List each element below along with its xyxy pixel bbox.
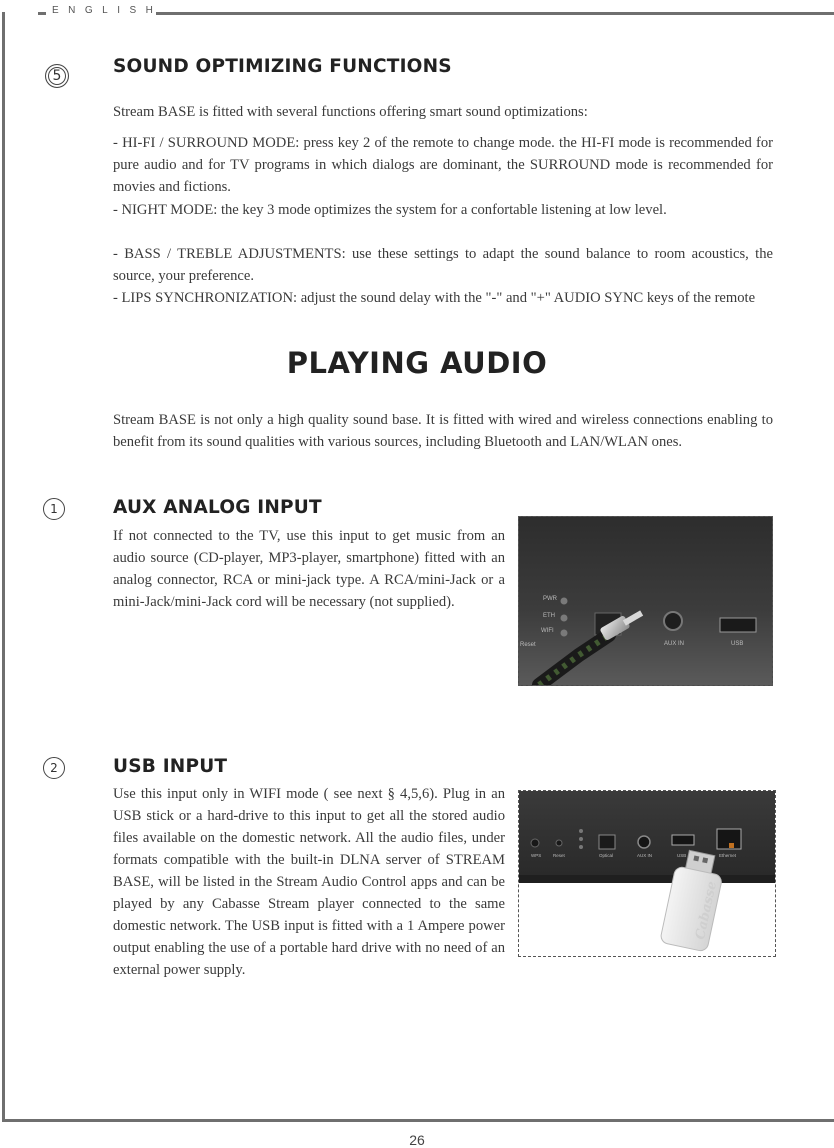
page-frame-left xyxy=(2,12,5,1122)
usb-port-icon xyxy=(720,618,756,632)
aux-in-label: AUX IN xyxy=(664,641,685,647)
usb-label: USB xyxy=(677,853,687,858)
usb-body: Use this input only in WIFI mode ( see next § 4,5,6). Plug in an USB stick or a hard-drive to this input to get all the stored audio files available on the domestic network. All the audio files, under formats compatible with the built-in DLNA server of STREAM BASE, will be listed in the Stream Audio Control apps and can be played by any Cabasse Stream player connected to the same domestic network. The USB input is fitted with a 1 Ampere power output enabling the use of a portable hard drive with no need of an external power supply. xyxy=(113,786,505,978)
sound-item-night: - NIGHT MODE: the key 3 mode optimizes the system for a confortable listening at low level. xyxy=(113,202,667,218)
usb-panel-illustration xyxy=(519,791,775,956)
eth-led-icon xyxy=(561,615,568,622)
language-label: ENGLISH xyxy=(52,5,163,16)
eth-label: ETH xyxy=(543,613,555,619)
pwr-label: PWR xyxy=(543,596,557,602)
section-title-aux: AUX ANALOG INPUT xyxy=(113,497,322,518)
section-title-usb: USB INPUT xyxy=(113,756,228,777)
optical-label: Optical xyxy=(599,853,614,858)
page-number: 26 xyxy=(409,1132,425,1148)
reset-button-icon xyxy=(556,840,562,846)
sound-item-bass: - BASS / TREBLE ADJUSTMENTS: use these settings to adapt the sound balance to room acoustics, the source, your preference. xyxy=(113,246,773,284)
aux-input-photo xyxy=(518,516,773,686)
ethernet-label: Ethernet xyxy=(719,853,737,858)
reset-label: Reset xyxy=(553,853,565,858)
sound-item-lips: - LIPS SYNCHRONIZATION: adjust the sound delay with the "-" and "+" AUDIO SYNC keys of the remote xyxy=(113,290,756,306)
wifi-label: WIFI xyxy=(541,628,554,634)
aux-in-label: AUX IN xyxy=(637,853,653,858)
page-frame-bottom xyxy=(2,1119,834,1122)
sound-item-hifi: - HI-FI / SURROUND MODE: press key 2 of the remote to change mode. the HI-FI mode is recommended for pure audio and for TV programs in which dialogs are dominant, the SURROUND mode is recommended for movies and fictions. xyxy=(113,135,773,195)
section-number-usb: 2 xyxy=(43,757,65,779)
wps-button-icon xyxy=(531,839,539,847)
section-number-aux: 1 xyxy=(43,498,65,520)
usb-input-photo xyxy=(518,790,776,957)
heading-playing-audio: PLAYING AUDIO xyxy=(286,346,548,380)
reset-label: Reset xyxy=(520,642,536,648)
usb-label: USB xyxy=(731,641,744,647)
playing-audio-intro: Stream BASE is not only a high quality sound base. It is fitted with wired and wireless connections enabling to benefit from its sound qualities with various sources, including Bluetooth and LAN/WLAN ones. xyxy=(113,412,773,450)
aux-jack-icon xyxy=(638,836,650,848)
section-number-badge: 5 xyxy=(45,64,69,88)
wps-label: WPS xyxy=(531,853,542,858)
usb-stick-brand: Cabasse xyxy=(693,879,721,942)
pwr-led-icon xyxy=(561,598,568,605)
optical-port-icon xyxy=(599,835,615,849)
section-title-sound: SOUND OPTIMIZING FUNCTIONS xyxy=(113,56,452,77)
aux-body: If not connected to the TV, use this input to get music from an audio source (CD-player, MP3-player, smartphone) fitted with an analog connector, RCA or mini-jack type. A RCA/mini-Jack or a mini-Jack/mini-Jack cord will be necessary (not supplied). xyxy=(113,528,505,610)
aux-jack-icon xyxy=(664,612,682,630)
sound-intro: Stream BASE is fitted with several functions offering smart sound optimizations: xyxy=(113,104,588,120)
wifi-led-icon xyxy=(561,630,568,637)
usb-port-icon xyxy=(672,835,694,845)
